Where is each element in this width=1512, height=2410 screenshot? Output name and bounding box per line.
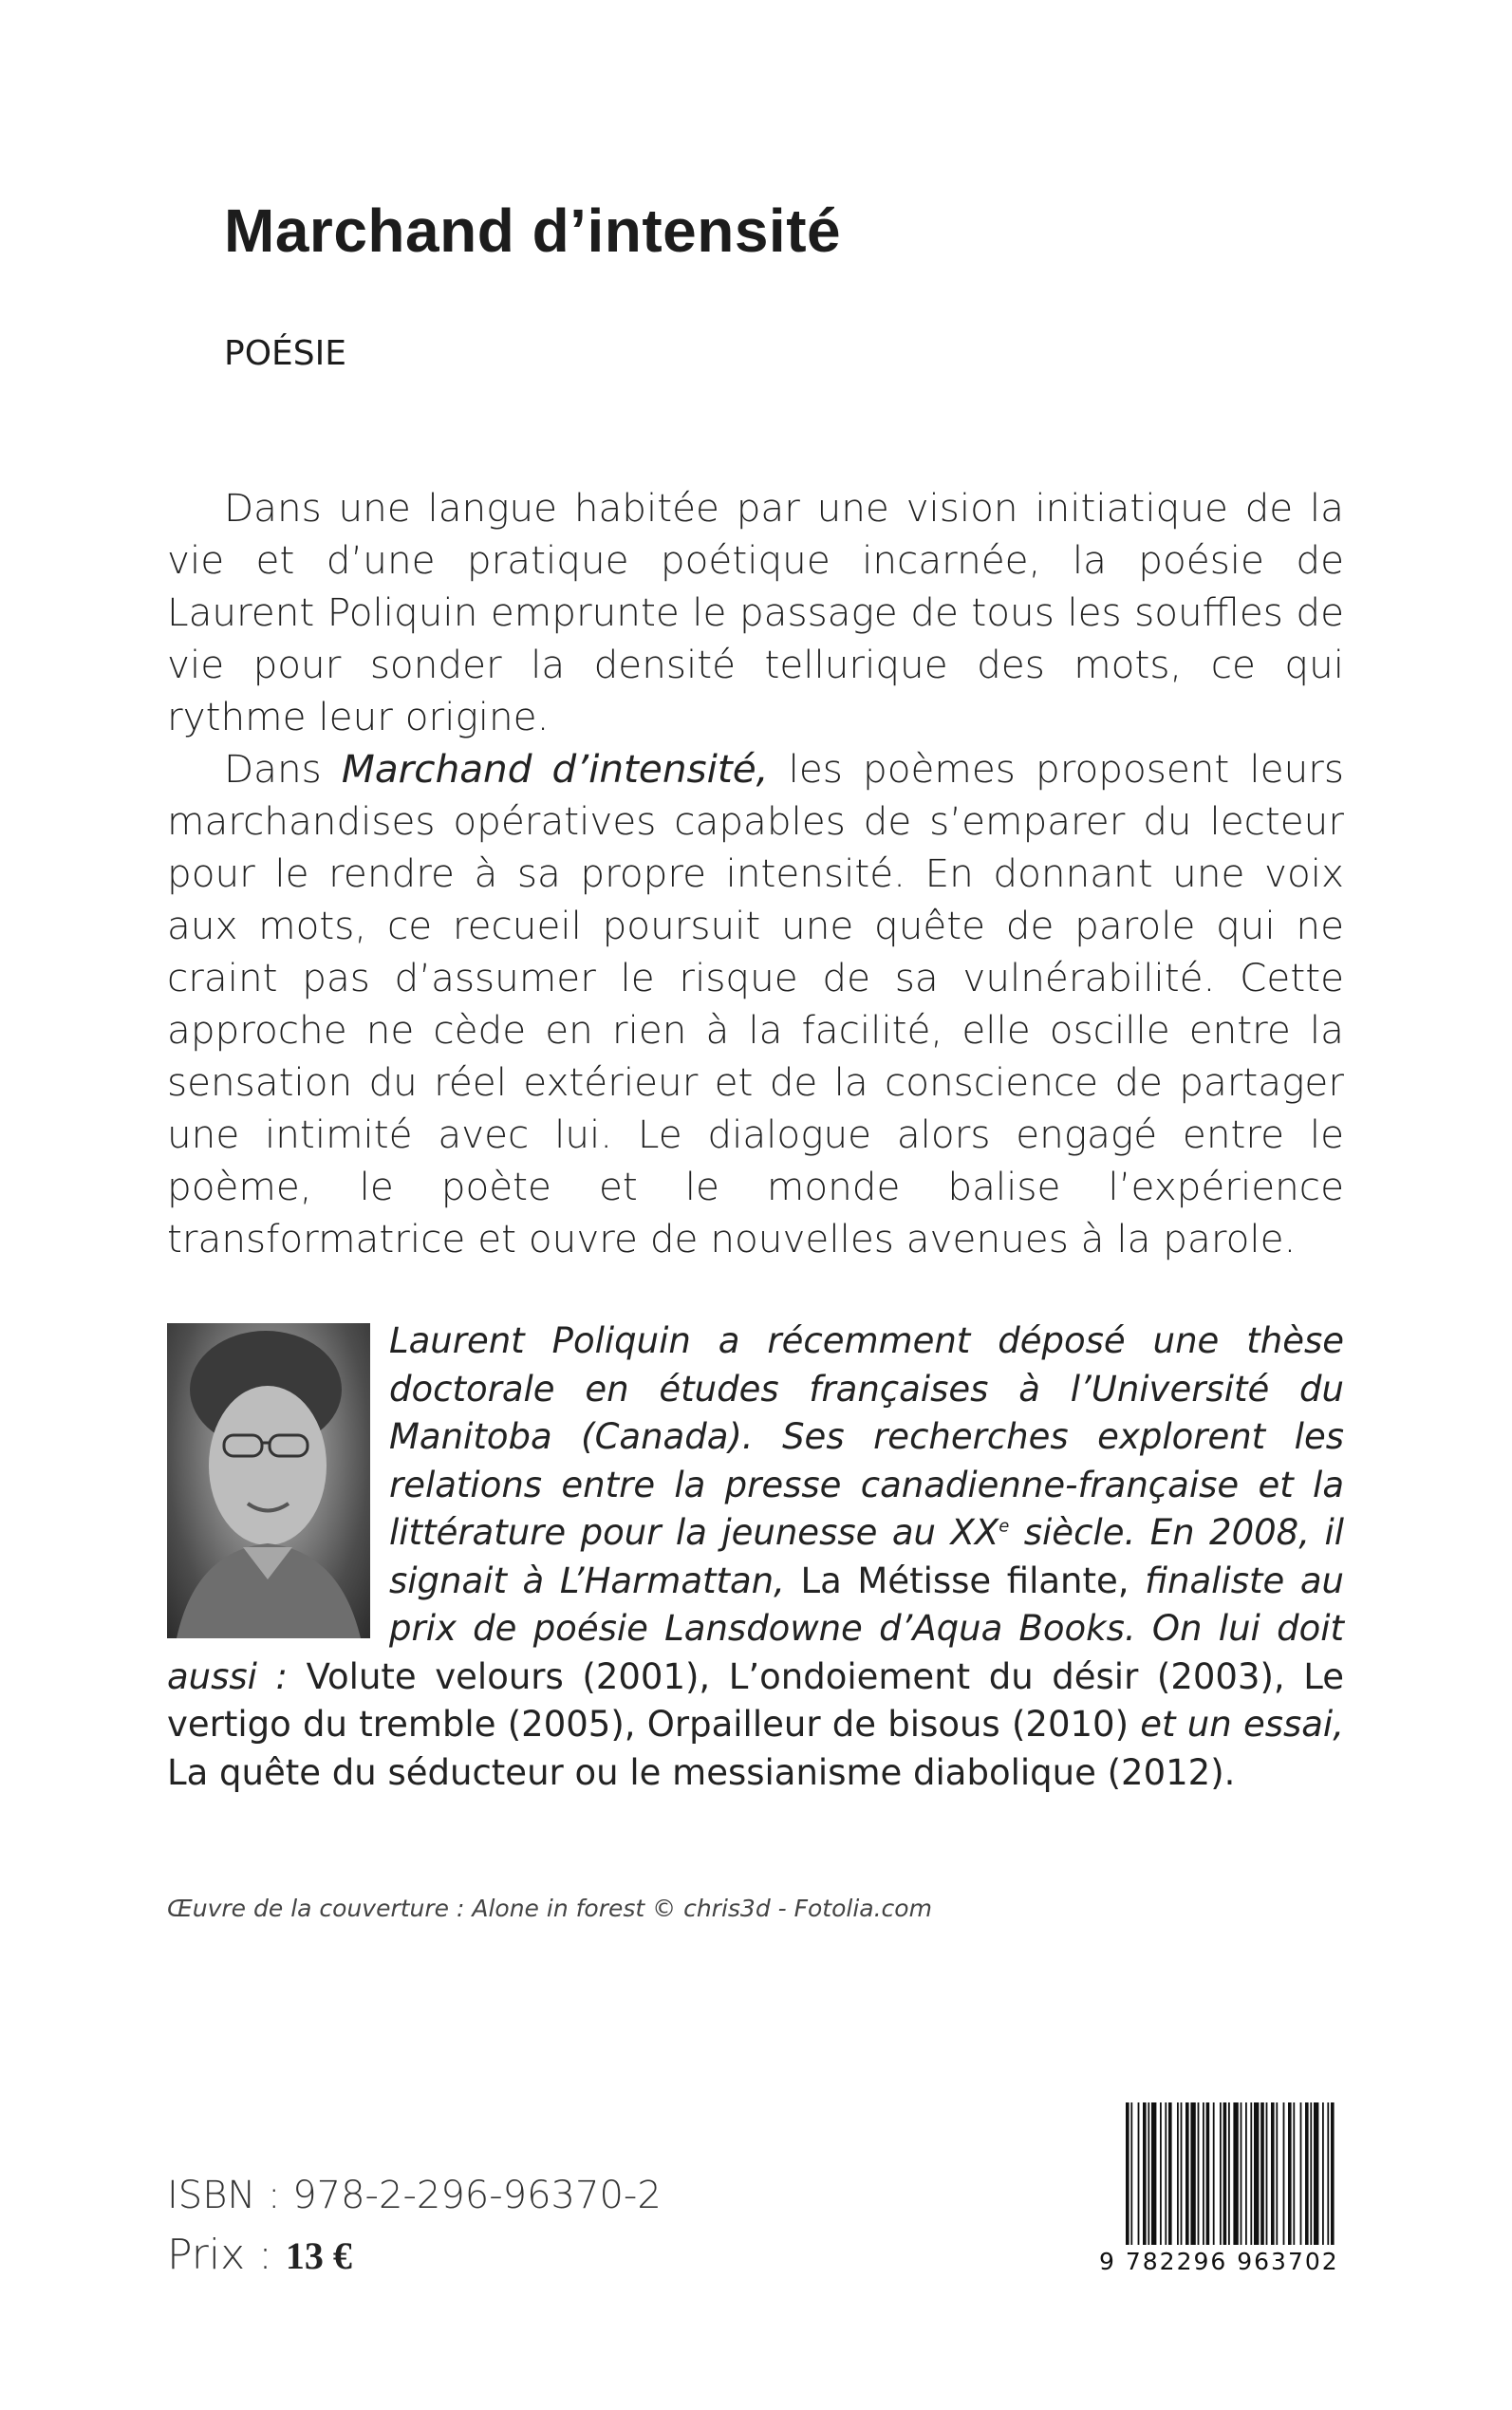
bio-books-list: Volute velours (2001), L’ondoiement du désir (2003), Le vertigo du tremble (2005), Orpailleur de bisous (2010): [167, 1655, 1344, 1745]
barcode-bar: [1148, 2102, 1149, 2245]
bio-essay: La quête du séducteur ou le messianisme diabolique (2012).: [167, 1751, 1236, 1793]
barcode-bar: [1266, 2102, 1268, 2245]
barcode-bar: [1203, 2102, 1204, 2245]
barcode-bar: [1241, 2102, 1242, 2245]
barcode-bar: [1331, 2102, 1335, 2245]
barcode-bar: [1283, 2102, 1285, 2245]
barcode-digits: 9 782296 963702: [1099, 2248, 1339, 2275]
barcode-bar: [1160, 2102, 1162, 2245]
genre-label: POÉSIE: [224, 334, 347, 373]
barcode-bar: [1220, 2102, 1222, 2245]
barcode-bar: [1276, 2102, 1278, 2245]
cover-credit: Œuvre de la couverture : Alone in forest © chris3d - Fotolia.com: [167, 1895, 932, 1922]
author-name: Laurent Poliquin: [389, 1320, 691, 1361]
barcode-bar: [1190, 2102, 1195, 2245]
price: [167, 2231, 352, 2279]
author-portrait-illustration: [167, 1323, 370, 1638]
price-label: Prix :: [167, 2231, 286, 2279]
author-photo: [167, 1323, 370, 1638]
barcode-bar: [1151, 2102, 1156, 2245]
bio-text-1: a récemment déposé une thèse doctorale en études françaises à l’Université du Manitoba (Canada). Ses recherches explorent les relations entre la presse canadienne-française et la littérature pour la jeunesse au XX: [389, 1320, 1344, 1553]
barcode-bar: [1327, 2102, 1329, 2245]
summary-p2-rest: les poèmes proposent leurs marchandises opératives capables de s’emparer du lecteur pour le rendre à sa propre intensité. En donnant une voix aux mots, ce recueil poursuit une quête de parole qui ne craint pas d’assumer le risque de sa vulnérabilité. Cette approche ne cède en rien à la facilité, elle oscille entre la sensation du réel extérieur et de la conscience de partager une intimité avec lui. Le dialogue alors engagé entre le poème, le poète et le monde balise l’expérience transformatrice et ouvre de nouvelles avenues à la parole.: [167, 746, 1344, 1261]
bio-book-1: La Métisse filante,: [800, 1560, 1129, 1601]
barcode-bar: [1177, 2102, 1179, 2245]
barcode-bar: [1138, 2102, 1140, 2245]
barcode-bar: [1250, 2102, 1252, 2245]
barcode-bar: [1310, 2102, 1312, 2245]
summary-paragraph-1: Dans une langue habitée par une vision initiatique de la vie et d’une pratique poétique incarnée, la poésie de Laurent Poliquin emprunte le passage de tous les souffles de vie pour sonder la densité tellurique des mots, ce qui rythme leur origine.: [167, 485, 1344, 739]
summary-paragraph-2: [167, 743, 1344, 1265]
barcode-bar: [1130, 2102, 1132, 2245]
barcode-bar: [1300, 2102, 1302, 2245]
barcode-bar: [1260, 2102, 1264, 2245]
barcode-bar: [1314, 2102, 1318, 2245]
barcode-bar: [1198, 2102, 1200, 2245]
barcode-bar: [1143, 2102, 1147, 2245]
barcode-bar: [1165, 2102, 1167, 2245]
price-amount: 13 €: [285, 2234, 352, 2277]
barcode-bar: [1288, 2102, 1292, 2245]
bio-text-4: et un essai,: [1129, 1704, 1344, 1745]
barcode-bar: [1245, 2102, 1247, 2245]
barcode-bar: [1228, 2102, 1230, 2245]
barcode-bar: [1181, 2102, 1183, 2245]
barcode-bar: [1322, 2102, 1324, 2245]
barcode-bar: [1185, 2102, 1189, 2245]
book-summary: [167, 482, 1344, 1265]
isbn: ISBN : 978-2-296-96370-2: [167, 2174, 662, 2217]
barcode-bar: [1213, 2102, 1215, 2245]
barcode-bar: [1168, 2102, 1172, 2245]
barcode-bar: [1254, 2102, 1259, 2245]
book-title: Marchand d’intensité: [224, 196, 842, 265]
barcode-bar: [1305, 2102, 1309, 2245]
barcode-bar: [1223, 2102, 1227, 2245]
bio-text-3: finaliste au prix de poésie Lansdowne d’Aqua Books. On lui doit aussi :: [167, 1560, 1344, 1697]
barcode-bar: [1126, 2102, 1129, 2245]
barcode-bar: [1233, 2102, 1238, 2245]
summary-p2-start: Dans: [224, 746, 342, 792]
barcode-bar: [1206, 2102, 1210, 2245]
barcode-bar: [1271, 2102, 1275, 2245]
summary-p2-title: Marchand d’intensité,: [341, 746, 769, 792]
author-bio: [167, 1317, 1344, 1797]
barcode-bar: [1293, 2102, 1295, 2245]
bio-text-2: siècle. En 2008, il signait à L’Harmattan,: [389, 1512, 1344, 1601]
bio-superscript: e: [999, 1516, 1010, 1537]
